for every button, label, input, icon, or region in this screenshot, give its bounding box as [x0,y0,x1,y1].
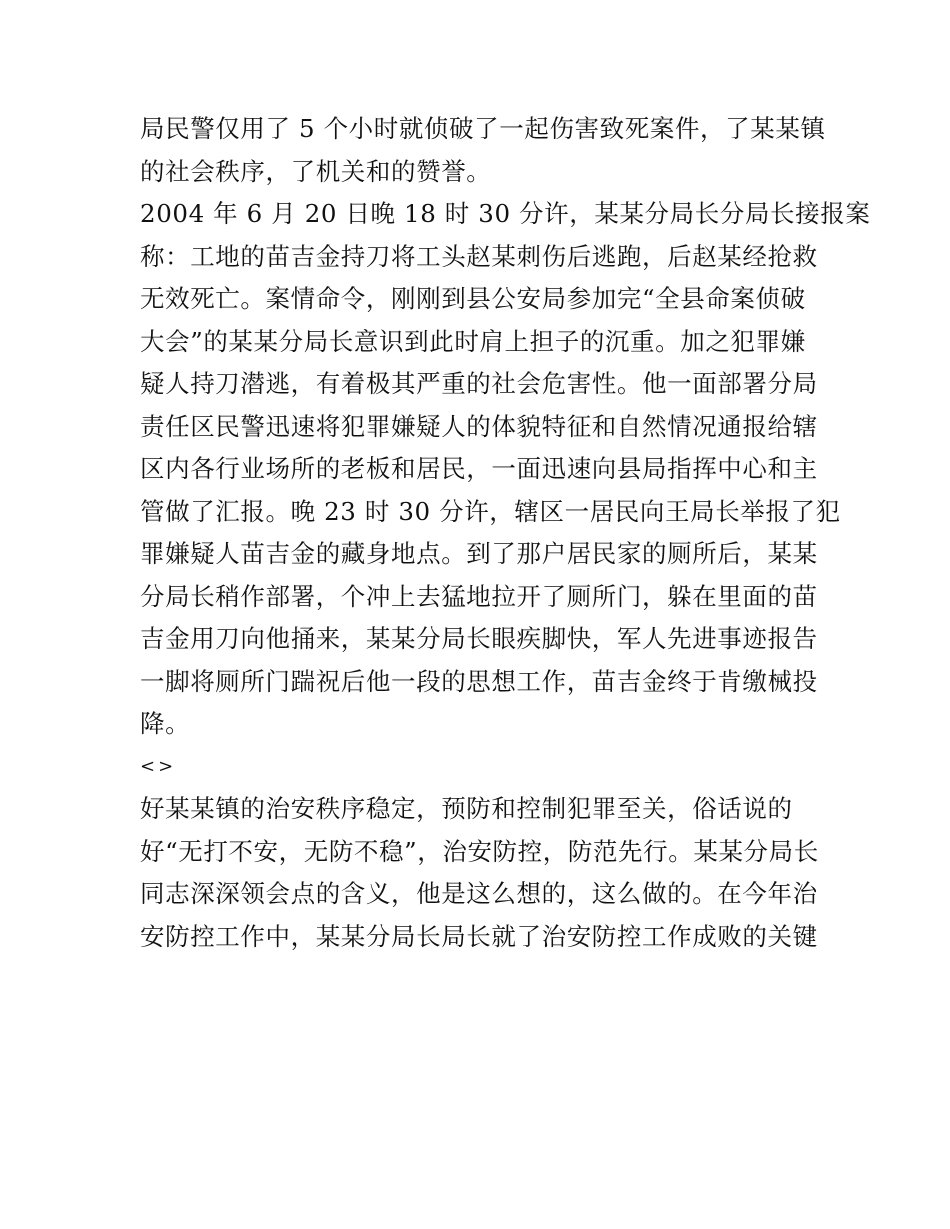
paragraph-line: 罪嫌疑人苗吉金的藏身地点。到了那户居民家的厕所后，某某 [140,539,818,568]
paragraph-line: 分局长稍作部署，个冲上去猛地拉开了厕所门，躲在里面的苗 [140,581,818,611]
paragraph-line: 好某某镇的治安秩序稳定，预防和控制犯罪至关，俗话说的 [140,794,793,823]
paragraph-line: 大会”的某某分局长意识到此时肩上担子的沉重。加之犯罪嫌 [140,326,806,356]
paragraph-line: 称：工地的苗吉金持刀将工头赵某刺伤后逃跑，后赵某经抢救 [140,241,818,271]
paragraph-line: 疑人持刀潜逃，有着极其严重的社会危害性。他一面部署分局 [140,369,818,398]
paragraph-line: 区内各行业场所的老板和居民，一面迅速向县局指挥中心和主 [140,454,818,483]
section-separator: <> [140,755,177,777]
paragraph-line: 责任区民警迅速将犯罪嫌疑人的体貌特征和自然情况通报给辖 [140,411,818,441]
paragraph-line: 管做了汇报。晚 23 时 30 分许，辖区一居民向王局长举报了犯 [140,496,841,526]
paragraph-line: 安防控工作中，某某分局长局长就了治安防控工作成败的关键 [140,921,818,951]
paragraph-line: 好“无打不安，无防不稳”，治安防控，防范先行。某某分局长 [140,836,819,866]
paragraph-line: 2004 年 6 月 20 日晚 18 时 30 分许，某某分局长分局长接报案 [140,199,871,228]
document-body [140,108,871,958]
paragraph-line: 降。 [140,709,191,738]
paragraph-line: 同志深深领会点的含义，他是这么想的，这么做的。在今年治 [140,879,818,908]
paragraph-line: 无效死亡。案情命令，刚刚到县公安局参加完“全县命案侦破 [140,284,806,313]
paragraph-line: 的社会秩序，了机关和的赞誉。 [140,156,492,186]
paragraph-line: 一脚将厕所门踹祝后他一段的思想工作，苗吉金终于肯缴械投 [140,666,818,696]
paragraph-line: 局民警仅用了 5 个小时就侦破了一起伤害致死案件，了某某镇 [140,114,826,143]
paragraph-line: 吉金用刀向他捅来，某某分局长眼疾脚快，军人先进事迹报告 [140,624,818,653]
